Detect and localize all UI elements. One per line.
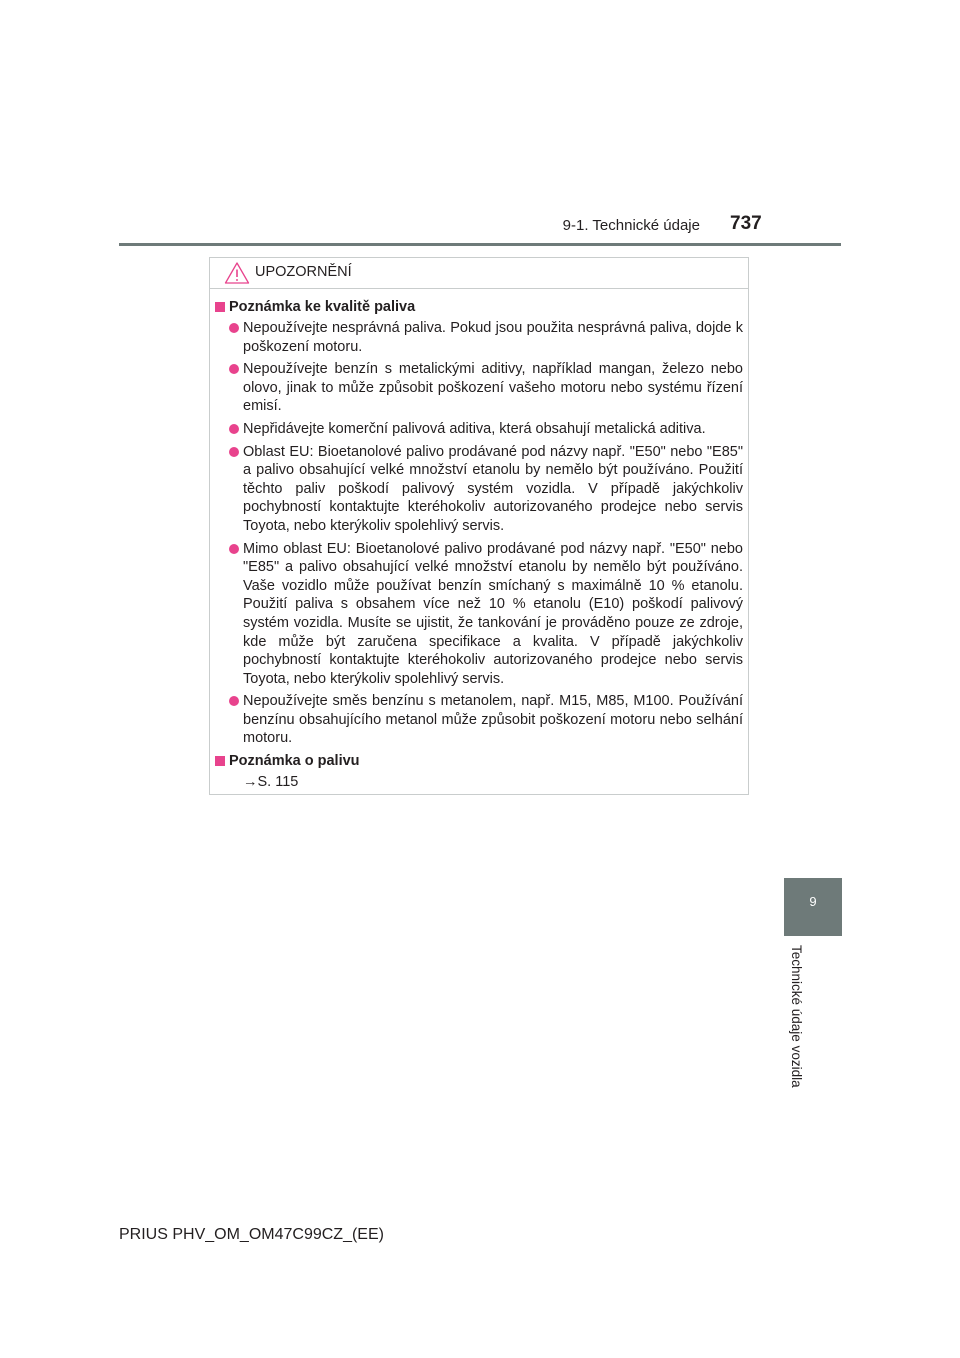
section-heading-text: Poznámka o palivu <box>229 753 360 770</box>
list-item-text: Nepřidávejte komerční palivová aditiva, která obsahují metalická aditiva. <box>243 420 706 437</box>
list-item <box>243 692 743 748</box>
warning-title: UPOZORNĚNÍ <box>255 264 352 280</box>
bullet-dot-icon <box>229 696 239 706</box>
section-heading-fuel-quality <box>210 298 750 317</box>
square-bullet-icon <box>215 756 225 766</box>
list-item <box>243 420 743 439</box>
bullet-dot-icon <box>229 424 239 434</box>
page-reference[interactable]: →S. 115 <box>243 774 299 791</box>
warning-box <box>209 257 749 795</box>
warning-body <box>210 298 750 792</box>
list-item-text: Mimo oblast EU: Bioetanolové palivo prodávané pod názvy např. "E50" nebo "E85" a palivo obsahující velké množství etanolu by nemělo být používáno. Vaše vozidlo může používat benzín smíchaný s maximálně 10 % etanolu. Použití paliva s obsahem více než 10 % etanolu (E10) poškodí palivový systém vozidla. Musíte se ujistit, že tankování je prováděno pouze ze zdroje, kde může být zaručena specifikace a kvalita. V případě jakýchkoliv pochybností kontaktujte kteréhokoliv autorizovaného prodejce nebo servis Toyota, nebo kterýkoliv spolehlivý servis. <box>243 540 743 687</box>
bullet-dot-icon <box>229 323 239 333</box>
section-heading-fuel-note <box>210 752 750 771</box>
header-rule <box>119 243 841 246</box>
bullet-dot-icon <box>229 544 239 554</box>
footer-code: PRIUS PHV_OM_OM47C99CZ_(EE) <box>119 1226 384 1243</box>
list-item <box>243 540 743 689</box>
list-item-text: Nepoužívejte benzín s metalickými aditivy, například mangan, železo nebo olovo, jinak to může způsobit poškození vašeho motoru nebo systému řízení emisí. <box>243 361 743 415</box>
list-item-text: Oblast EU: Bioetanolové palivo prodávané pod názvy např. "E50" nebo "E85" a palivo obsahující velké množství etanolu by nemělo být používáno. Použití těchto paliv poškodí palivový systém vozidla. V případě jakýchkoliv pochybností kontaktujte kteréhokoliv autorizovaného prodejce nebo servis Toyota, nebo kterýkoliv spolehlivý servis. <box>243 443 743 534</box>
list-item <box>243 360 743 416</box>
square-bullet-icon <box>215 302 225 312</box>
list-item <box>243 319 743 356</box>
bullet-dot-icon <box>229 364 239 374</box>
section-heading-text: Poznámka ke kvalitě paliva <box>229 299 416 315</box>
warning-triangle-icon <box>224 261 250 285</box>
chapter-tab[interactable]: 9 <box>784 878 842 936</box>
warning-header <box>210 258 748 289</box>
chapter-label: Technické údaje vozidla <box>789 945 804 1088</box>
bullet-dot-icon <box>229 447 239 457</box>
section-title: 9-1. Technické údaje <box>562 217 700 234</box>
list-item-text: Nepoužívejte nesprávná paliva. Pokud jsou použita nesprávná paliva, dojde k poškození motoru. <box>243 320 743 355</box>
list-item <box>243 443 743 536</box>
page-number: 737 <box>730 213 762 234</box>
list-item-text: Nepoužívejte směs benzínu s metanolem, např. M15, M85, M100. Používání benzínu obsahujícího metanol může způsobit poškození motoru nebo selhání motoru. <box>243 693 743 747</box>
